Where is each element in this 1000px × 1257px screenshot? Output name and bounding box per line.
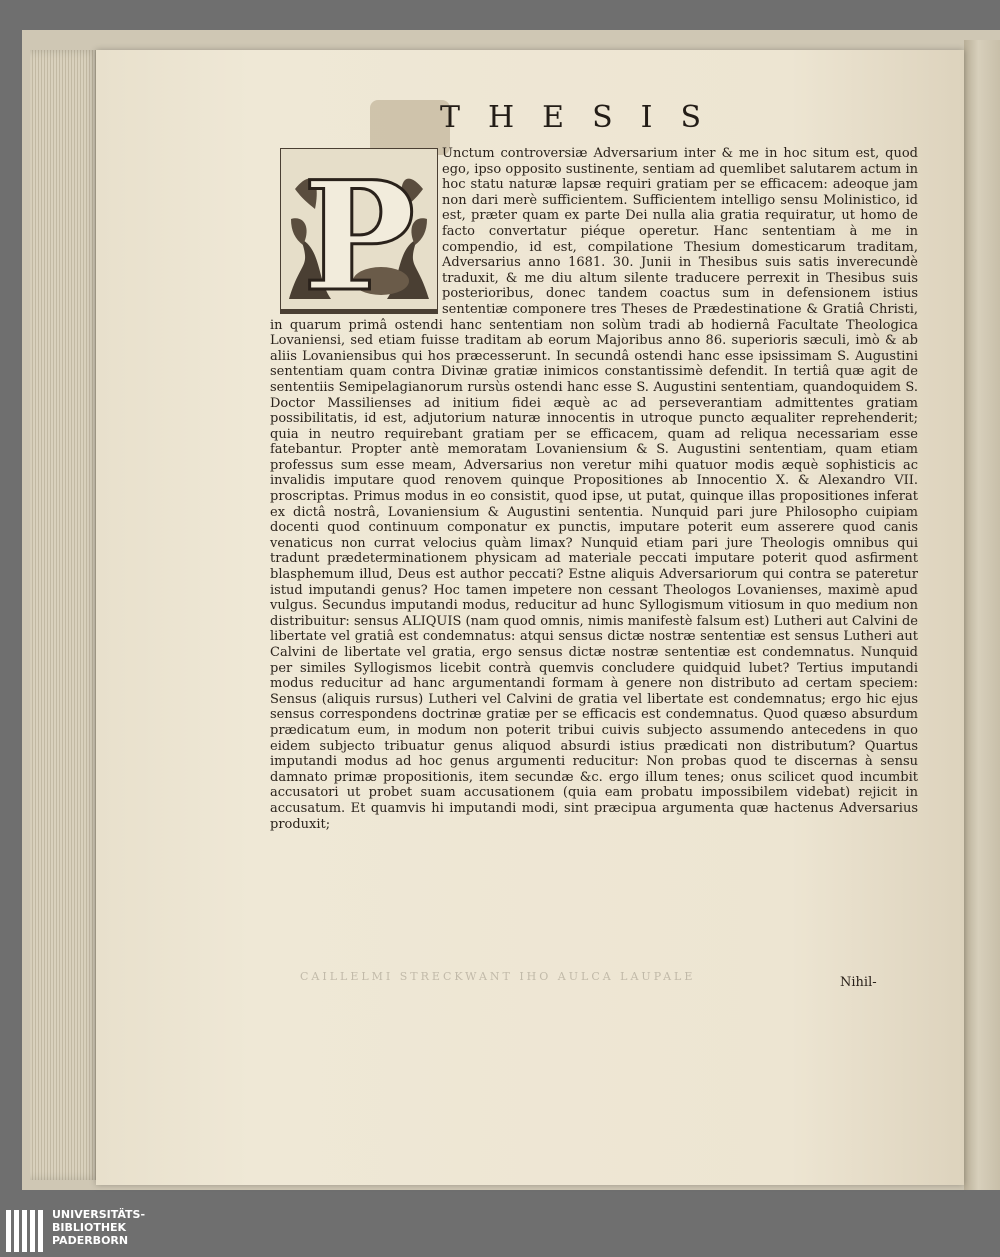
initial-letter: P (302, 149, 416, 313)
library-logo-icon (4, 1208, 48, 1254)
body-text (270, 146, 918, 996)
page-title: THESIS (440, 100, 730, 135)
library-name-line2: BIBLIOTHEK (52, 1221, 127, 1234)
body-paragraph: Unctum controversiæ Adversarium inter & me in hoc situm est, quod ego, ipso opposito sustinente, sentiam ad quemlibet salutarem actum in hoc statu naturæ lapsæ requiri gratiam per se efficacem: adeoque jam non dari merè sufficientem. Sufficientem intelligo sensu Molinistico, id est, præter quam ex parte Dei nulla alia gratia requiratur, ut homo de facto convertatur piéque operetur. Hanc sententiam à me in compendio, id est, compilatione Thesium domesticarum traditam, Adversarius anno 1681. 30. Junii in Thesibus suis satis inverecundè traduxit, & me diu altum silente traducere perrexit in Thesibus suis posterioribus, donec tandem coactus sum in defensionem istius sententiæ componere tres Theses de Prædestinatione & Gratiâ Christi, in quarum primâ ostendi hanc sententiam non solùm tradi ab hodiernâ Facultate Theologica Lovaniensi, sed etiam fuisse traditam ab eorum Majoribus anno 86. superioris sæculi, imò & ab aliis Lovaniensibus qui hos præcesserunt. In secundâ ostendi hanc esse ipsissimam S. Augustini sententiam quam contra Divinæ gratiæ inimicos constantissimè defendit. In tertiâ quæ agit de sententiis Semipelagianorum rursùs ostendi hanc esse S. Augustini sententiam, quandoquidem S. Doctor Massilienses ad initium fidei æquè ac ad perseverantiam admittentes gratiam possibilitatis, id est, adjutorium naturæ innocentis in utroque puncto æqualiter reprehenderit; quia in neutro requirebant gratiam per se efficacem, quam ad reliqua necessariam esse fatebantur. Propter antè memoratam Lovaniensium & S. Augustini sententiam, quam etiam professus sum esse meam, Adversarius non veretur mihi quatuor modis æquè sophisticis ac invalidis imputare quod renovem quinque Propositiones ab Innocentio X. & Alexandro VII. proscriptas. Primus modus in eo consistit, quod ipse, ut putat, quinque illas propositiones inferat ex dictâ nostrâ, Lovaniensium & Augustini sententia. Nunquid pari jure Philosopho cuipiam docenti quod continuum componatur ex punctis, imputare poterit eum asserere quod canis venaticus non currat velocius quàm limax? Nunquid etiam pari jure Theologis omnibus qui tradunt prædeterminationem physicam ad materiale peccati imputare poterit quod asfirment blasphemum illud, Deus est author peccati? Estne aliquis Adversariorum qui contra se pateretur istud imputandi genus? Hoc tamen impetere non cessant Theologos Lovanienses, maximè apud vulgus. Secundus imputandi modus, reducitur ad hunc Syllogismum vitiosum in quo medium non distribuitur: sensus ALIQUIS (nam quod omnis, nimis manifestè falsum est) Lutheri aut Calvini de libertate vel gratiâ est condemnatus: atqui sensus dictæ nostræ sententiæ est sensus Lutheri aut Calvini de libertate vel gratia, ergo sensus dictæ nostræ sententiæ est condemnatus. Nunquid per similes Syllogismos licebit contrà quemvis concludere quidquid lubet? Tertius imputandi modus reducitur ad hanc argumentandi formam à genere non distributo ad certam speciem: Sensus (aliquis rursus) Lutheri vel Calvini de gratia vel libertate est condemnatus; ergo hic ejus sensus correspondens doctrinæ gratiæ per se efficacis est condemnatus. Quod quæso absurdum prædicatum eum, in modum non poterit tribui cuivis subjecto assumendo antecedens in quo eidem subjecto tribuatur genus aliquod absurdi istius prædicati non distributum? Quartus imputandi modus ad hoc genus argumenti reducitur: Non probas quod te discernas à sensu damnato primæ propositionis, item secundæ &c. ergo illum tenes; onus scilicet quod incumbit accusatori ut probet suam accusationem (quia eam probatu impossibilem videbat) rejicit in accusatum. Et quamvis hi imputandi modi, sint præcipua argumenta quæ hactenus Adversarius produxit; (270, 146, 918, 832)
library-name-line1: UNIVERSITÄTS- (52, 1208, 146, 1221)
initial-spacer (270, 146, 442, 316)
library-name-line3: PADERBORN (52, 1234, 129, 1247)
catchword: Nihil- (840, 975, 877, 990)
book-cover-edge (964, 40, 1000, 1190)
library-name (52, 1208, 172, 1254)
bleed-through-text: CAILLELMI STRECKWANT IHO AULCA LAUPALE (300, 970, 696, 983)
page-edges (30, 50, 100, 1180)
